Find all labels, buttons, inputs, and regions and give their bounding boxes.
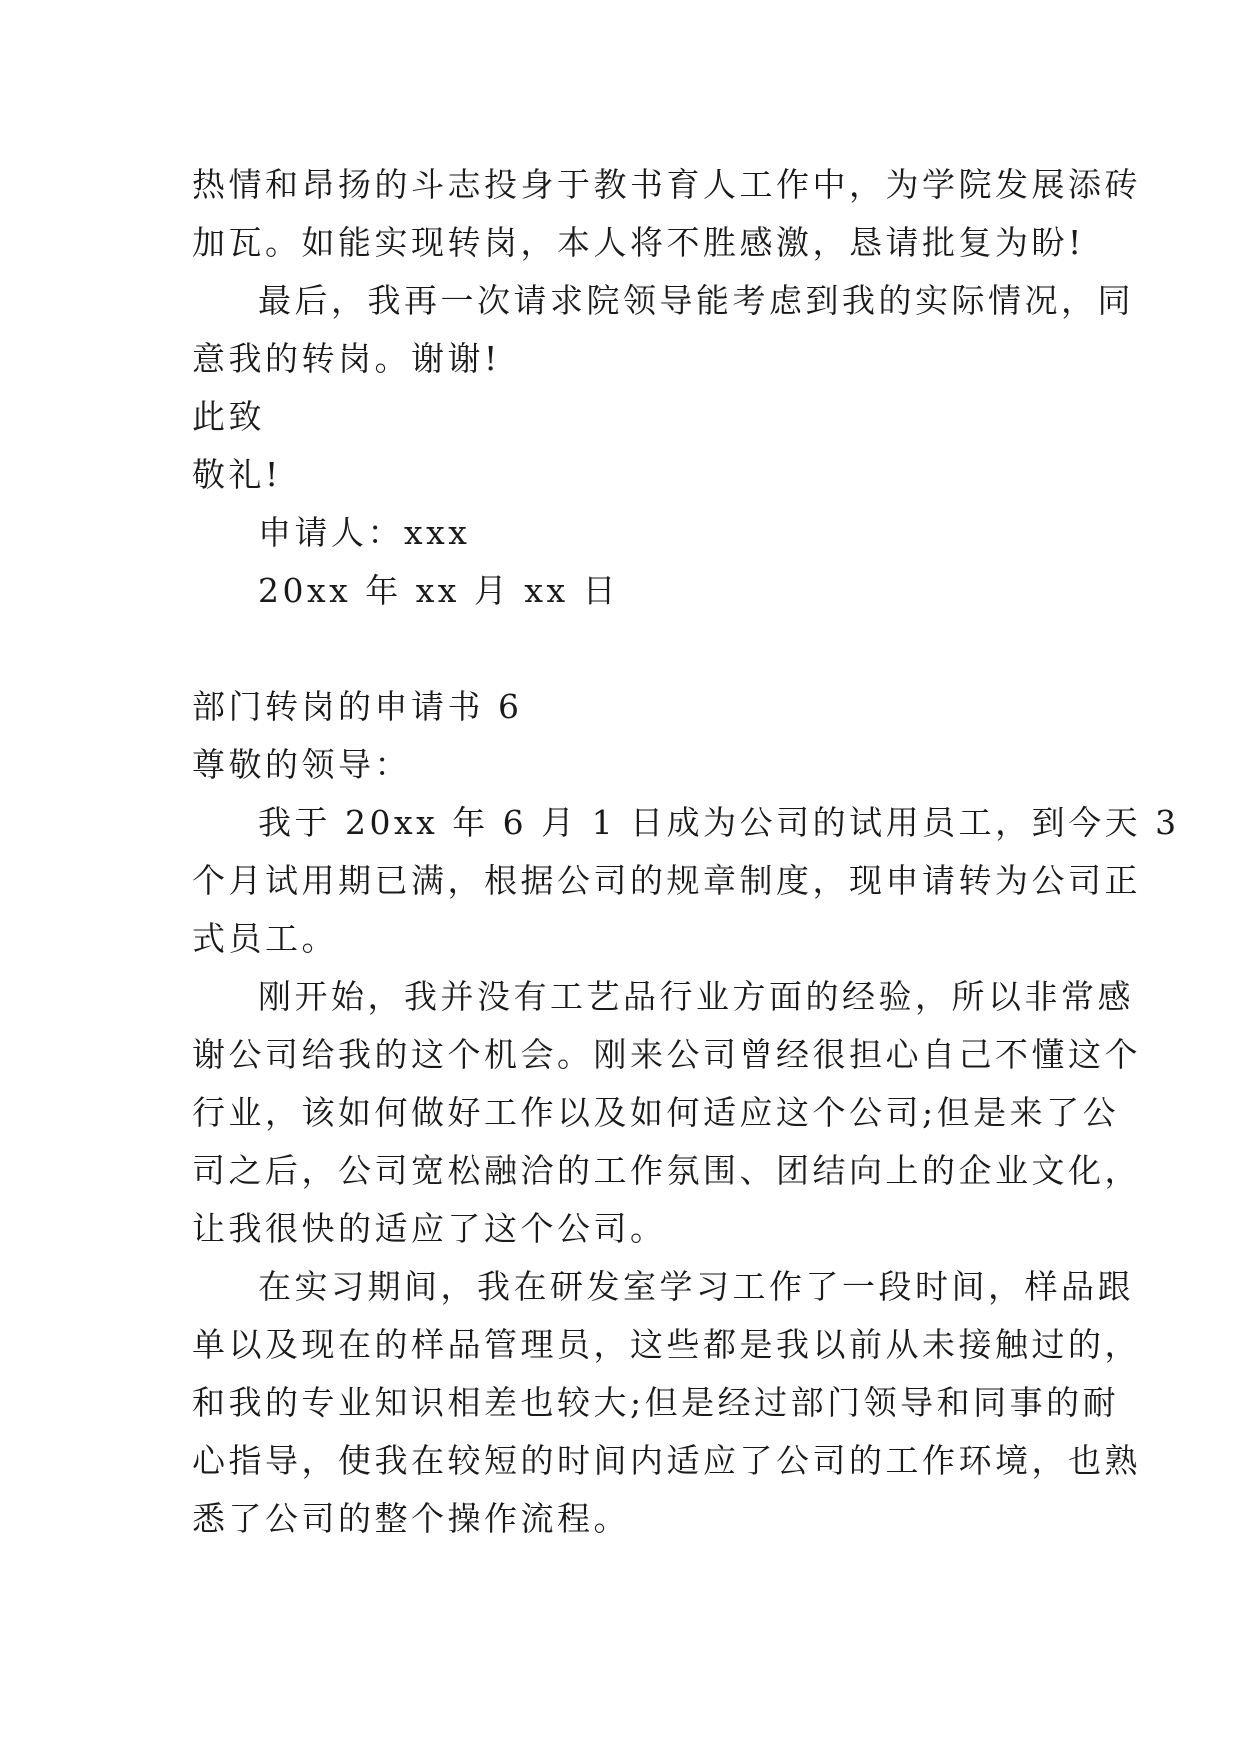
text-line: 心指导，使我在较短的时间内适应了公司的工作环境，也熟	[192, 1441, 1141, 1480]
section-title: 部门转岗的申请书 6	[192, 687, 523, 726]
text-line: 我于 20xx 年 6 月 1 日成为公司的试用员工，到今天 3	[258, 803, 1180, 842]
text-line: 个月试用期已满，根据公司的规章制度，现申请转为公司正	[192, 861, 1141, 900]
text-line: 让我很快的适应了这个公司。	[192, 1209, 667, 1248]
text-line: 意我的转岗。谢谢!	[192, 339, 501, 378]
application-date: 20xx 年 xx 月 xx 日	[258, 571, 620, 610]
text-line: 刚开始，我并没有工艺品行业方面的经验，所以非常感	[258, 977, 1134, 1016]
text-line: 悉了公司的整个操作流程。	[192, 1499, 630, 1538]
applicant-signature: 申请人：xxx	[258, 513, 471, 552]
closing-ci-zhi: 此致	[192, 397, 265, 436]
salutation: 尊敬的领导：	[192, 745, 411, 784]
text-line: 谢公司给我的这个机会。刚来公司曾经很担心自己不懂这个	[192, 1035, 1141, 1074]
text-line: 最后，我再一次请求院领导能考虑到我的实际情况，同	[258, 281, 1134, 320]
text-line: 单以及现在的样品管理员，这些都是我以前从未接触过的，	[192, 1325, 1141, 1364]
text-line: 行业，该如何做好工作以及如何适应这个公司;但是来了公	[192, 1093, 1120, 1132]
text-line: 和我的专业知识相差也较大;但是经过部门领导和同事的耐	[192, 1383, 1120, 1422]
text-line: 加瓦。如能实现转岗，本人将不胜感激，恳请批复为盼!	[192, 223, 1085, 262]
text-line: 在实习期间，我在研发室学习工作了一段时间，样品跟	[258, 1267, 1134, 1306]
text-line: 司之后，公司宽松融洽的工作氛围、团结向上的企业文化，	[192, 1151, 1141, 1190]
closing-jing-li: 敬礼!	[192, 455, 282, 494]
text-line: 热情和昂扬的斗志投身于教书育人工作中，为学院发展添砖	[192, 165, 1141, 204]
text-line: 式员工。	[192, 919, 338, 958]
